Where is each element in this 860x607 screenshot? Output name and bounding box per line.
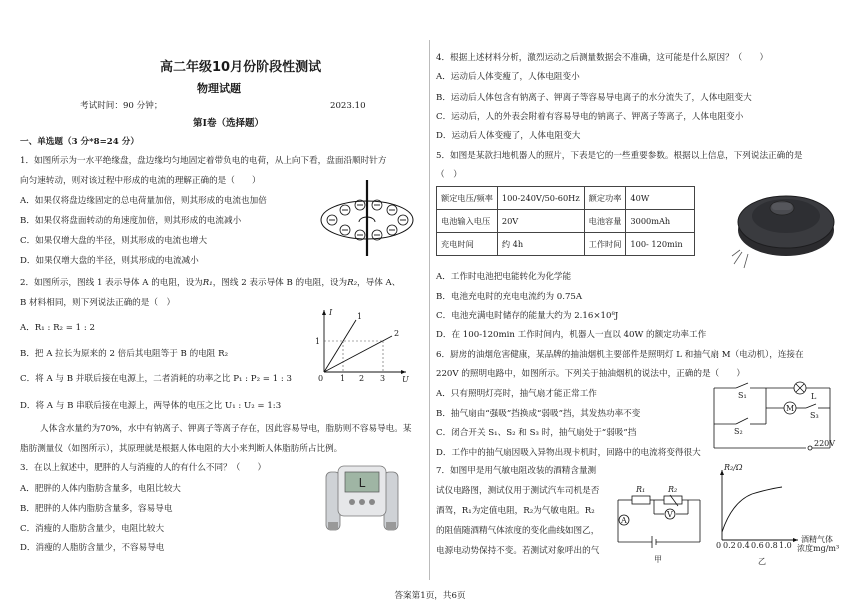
q5-option-b: B．电池充电时的充电电流约为 0.75A [436, 292, 583, 302]
q3-option-a: A．肥胖的人体内脂肪含量多，电阻比较大 [20, 484, 181, 494]
q4-stem: 4．根据上述材料分析，激烈运动之后测量数据会不准确，这可能是什么原因？（ ） [436, 53, 769, 63]
q2-stem-2: B 材料相同，则下列说法正确的是（ ） [20, 298, 176, 308]
exam-date: 2023.10 [330, 101, 366, 111]
table-cell: 20V [497, 210, 584, 233]
graph-y-axis-label: I [329, 308, 333, 317]
r1-symbol: R₁ [202, 278, 213, 288]
q7-stem-2: 试仪电路图，测试仪用于测试汽车司机是否 [436, 486, 600, 496]
robot-spec-table [436, 186, 695, 256]
q7-graph-xlabel-2: 浓度mg/m³ [797, 544, 840, 553]
exam-title: 高二年级10月份阶段性测试 [160, 60, 322, 75]
q6-option-c: C．闭合开关 S₁、S₂ 和 S₃ 时，抽气扇处于“弱吸”挡 [436, 428, 637, 438]
circuit-lamp-label: L [811, 392, 817, 401]
table-cell: 100- 120min [626, 233, 695, 256]
q7-graph-x-tick-3: 0.6 [751, 541, 764, 550]
table-cell: 额定功率 [584, 187, 626, 210]
graph-x-tick-1: 1 [340, 374, 346, 383]
q2-option-c: C．将 A 与 B 并联后接在电源上，二者消耗的功率之比 P₁ : P₂ = 1 : 3 [20, 374, 292, 384]
graph-x-tick-2: 2 [359, 374, 365, 383]
q7-r2-label: R₂ [668, 485, 678, 494]
part-title: 第Ⅰ卷（选择题） [193, 118, 264, 129]
q3-option-c: C．消瘦的人脂肪含量少，电阻比较大 [20, 524, 165, 534]
table-cell: 约 4h [497, 233, 584, 256]
q6-stem-2: 220V 的照明电路中，如图所示。下列关于抽油烟机的说法中，正确的是（ ） [436, 369, 745, 379]
material-p2: 脂肪测量仪（如图所示），其原理就是根据人体电阻的大小来判断人体脂肪所占比例。 [20, 444, 343, 454]
q5-option-d: D．在 100-120min 工作时间内，机器人一直以 40W 的额定功率工作 [436, 330, 707, 340]
q5-option-c: C．电池充满电时储存的能量大约为 2.16×10⁸J [436, 311, 619, 321]
q2-option-d: D．将 A 与 B 串联后接在电源上，两导体的电压之比 U₁ : U₂ = 1:3 [20, 401, 282, 411]
body-fat-meter-image [318, 462, 406, 538]
q6-option-b: B．抽气扇由“强吸”挡换成“弱吸”挡，其发热功率不变 [436, 409, 641, 419]
exam-time: 考试时间：90 分钟； [80, 101, 163, 111]
table-cell: 3000mAh [626, 210, 695, 233]
q7-graph-x-tick-2: 0.4 [737, 541, 750, 550]
graph-line-2-label: 2 [394, 329, 400, 338]
q7-resistance-graph [708, 462, 838, 570]
q1-disc-figure [315, 178, 415, 258]
graph-y-tick: 1 [315, 337, 321, 346]
q5-stem-1: 5．如图是某款扫地机器人的照片，下表是它的一些重要参数。根据以上信息，下列说法正确的是 [436, 151, 803, 161]
graph-x-axis-label: U [402, 375, 409, 384]
q1-option-d: D．如果仅增大盘的半径，则其形成的电流减小 [20, 256, 199, 266]
q1-option-a: A．如果仅将盘边缘固定的总电荷量加倍，则其形成的电流也加倍 [20, 196, 267, 206]
graph-line-1-label: 1 [357, 312, 363, 321]
q4-option-a: A．运动后人体变瘦了，人体电阻变小 [436, 72, 580, 82]
subject-title: 物理试题 [197, 82, 241, 95]
table-cell: 40W [626, 187, 695, 210]
page-footer: 答案第1页，共6页 [394, 591, 466, 601]
q2-stem-1: 2．如图所示，图线 1 表示导体 A 的电阻，设为R₁，图线 2 表示导体 B 的电阻，设为R₂，导体 A、 [20, 278, 401, 288]
q1-stem-2: 向匀速转动，则对该过程中形成的电流的理解正确的是（ ） [20, 176, 261, 186]
q7-graph-ylabel: R₂/Ω [724, 463, 743, 472]
q7-graph-x-tick-4: 0.8 [765, 541, 778, 550]
r2-symbol: R₂ [347, 278, 358, 288]
q4-option-b: B．运动后人体包含有钠离子、钾离子等容易导电离子的水分流失了，人体电阻变大 [436, 93, 752, 103]
q4-option-d: D．运动后人体变瘦了，人体电阻变大 [436, 131, 581, 141]
q7-graph-x-tick-5: 1.0 [779, 541, 792, 550]
q7-voltmeter-label: V [667, 510, 673, 519]
q7-fig-b-caption: 乙 [758, 557, 766, 566]
q6-circuit-diagram [706, 378, 836, 454]
q7-ammeter-label: A [621, 516, 627, 525]
circuit-s1-label: S₁ [738, 391, 747, 400]
q2-option-b: B．把 A 拉长为原来的 2 倍后其电阻等于 B 的电阻 R₂ [20, 349, 229, 359]
q6-option-d: D．工作中的抽气扇因吸入异物出现卡机时，回路中的电流将变得很大 [436, 448, 701, 458]
q7-graph-x-tick-1: 0.2 [723, 541, 736, 550]
q5-stem-2: （ ） [436, 170, 462, 180]
q7-stem-1: 7．如图甲是用气敏电阻改装的酒精含量测 [436, 466, 597, 476]
meter-display-text: L [358, 476, 366, 490]
q3-option-d: D．消瘦的人脂肪含量少，不容易导电 [20, 543, 165, 553]
q7-stem-3: 酒驾，R₁为定值电阻，R₂为气敏电阻。R₂ [436, 506, 595, 516]
table-cell: 充电时间 [437, 233, 498, 256]
q7-graph-origin: 0 [716, 541, 722, 550]
table-row [437, 233, 695, 256]
circuit-supply-label: 220V [814, 439, 836, 448]
table-cell: 100-240V/50-60Hz [497, 187, 584, 210]
table-row [437, 187, 695, 210]
q5-option-a: A．工作时电池把电能转化为化学能 [436, 272, 572, 282]
column-divider [429, 40, 430, 580]
q7-stem-5: 电源电动势保持不变。若测试对象呼出的气 [436, 546, 600, 556]
q7-r1-label: R₁ [636, 485, 646, 494]
q1-option-c: C．如果仅增大盘的半径，则其形成的电流也增大 [20, 236, 208, 246]
table-cell: 电池容量 [584, 210, 626, 233]
q7-fig-a-caption: 甲 [654, 555, 662, 564]
q2-option-a: A．R₁ : R₂ = 1 : 2 [20, 323, 95, 333]
q4-option-c: C．运动后，人的外表会附着有容易导电的钠离子、钾离子等离子，人体电阻变小 [436, 112, 744, 122]
q3-option-b: B．肥胖的人体内脂肪含量多，容易导电 [20, 504, 173, 514]
q7-graph-xlabel-1: 酒精气体 [801, 535, 833, 544]
circuit-motor-label: M [786, 404, 795, 413]
q6-stem-1: 6．厨房的油烟危害健康，某品牌的抽油烟机主要部件是照明灯 L 和抽气扇 M（电动机），连接在 [436, 350, 804, 360]
q6-option-a: A．只有照明灯亮时，抽气扇才能正常工作 [436, 389, 597, 399]
table-cell: 电池输入电压 [437, 210, 498, 233]
table-cell: 工作时间 [584, 233, 626, 256]
table-cell: 额定电压/频率 [437, 187, 498, 210]
q7-circuit-figure [614, 478, 706, 566]
section-heading: 一、单选题（3 分*8=24 分） [20, 137, 139, 147]
q7-stem-4: 的阻值随酒精气体浓度的变化曲线如图乙， [436, 526, 600, 536]
robot-vacuum-image [732, 172, 838, 270]
circuit-s3-label: S₃ [810, 411, 819, 420]
material-p1: 人体含水量约为70%，水中有钠离子、钾离子等离子存在，因此容易导电，脂肪则不容易导电。某 [40, 424, 412, 434]
q1-option-b: B．如果仅将盘面转动的角速度加倍，则其形成的电流减小 [20, 216, 242, 226]
graph-x-tick-3: 3 [380, 374, 386, 383]
q2-iu-graph [310, 306, 410, 384]
circuit-s2-label: S₂ [734, 427, 743, 436]
graph-origin: 0 [318, 374, 324, 383]
q3-stem: 3．在以上叙述中，肥胖的人与消瘦的人的有什么不同？（ ） [20, 463, 267, 473]
q1-stem-1: 1．如图所示为一水平绝缘盘，盘边缘均匀地固定着带负电的电荷，从上向下看，盘面沿顺时针方 [20, 156, 387, 166]
table-row [437, 210, 695, 233]
